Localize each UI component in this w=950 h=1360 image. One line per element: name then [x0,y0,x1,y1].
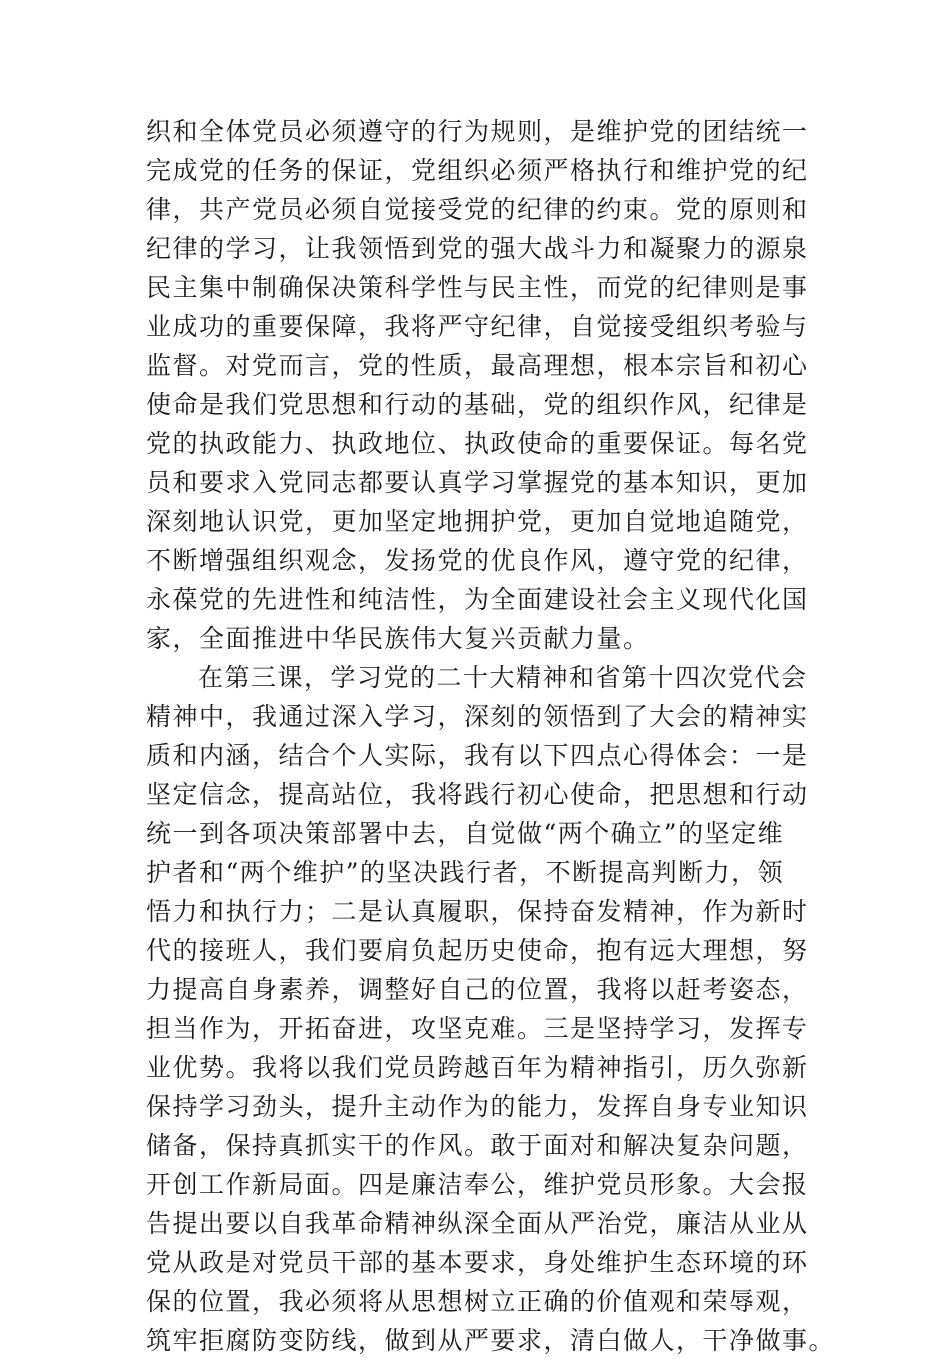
text-line: 织和全体党员必须遵守的行为规则，是维护党的团结统一 [146,117,809,146]
text-line: 开创工作新局面。四是廉洁奉公，维护党员形象。大会报 [146,1170,809,1199]
text-line: 统一到各项决策部署中去，自觉做“两个确立”的坚定维 [146,819,785,848]
text-line: 使命是我们党思想和行动的基础，党的组织作风，纪律是 [146,390,809,419]
text-line: 保的位置，我必须将从思想树立正确的价值观和荣辱观， [146,1287,809,1316]
text-line: 不断增强组织观念，发扬党的优良作风，遵守党的纪律， [146,546,809,575]
text-line: 党从政是对党员干部的基本要求，身处维护生态环境的环 [146,1248,809,1277]
text-line: 储备，保持真抓实干的作风。敢于面对和解决复杂问题， [146,1131,809,1160]
text-line: 纪律的学习，让我领悟到党的强大战斗力和凝聚力的源泉 [146,234,809,263]
text-line: 代的接班人，我们要肩负起历史使命，抱有远大理想，努 [146,936,809,965]
text-line: 永葆党的先进性和纯洁性，为全面建设社会主义现代化国 [146,585,809,614]
text-line: 党的执政能力、执政地位、执政使命的重要保证。每名党 [146,429,809,458]
text-line: 完成党的任务的保证，党组织必须严格执行和维护党的纪 [146,156,809,185]
text-line: 精神中，我通过深入学习，深刻的领悟到了大会的精神实 [146,702,809,731]
text-line: 保持学习劲头，提升主动作为的能力，发挥自身专业知识 [146,1092,809,1121]
text-line: 护者和“两个维护”的坚决践行者，不断提高判断力，领 [146,858,785,887]
text-line: 筑牢拒腐防变防线，做到从严要求，清白做人，干净做事。 [146,1326,836,1355]
body-text [146,112,836,1360]
text-line: 质和内涵，结合个人实际，我有以下四点心得体会：一是 [146,741,809,770]
text-line: 担当作为，开拓奋进，攻坚克难。三是坚持学习，发挥专 [146,1014,809,1043]
paragraph-first-line: 在第三课，学习党的二十大精神和省第十四次党代会 [198,663,808,692]
text-line: 员和要求入党同志都要认真学习掌握党的基本知识，更加 [146,468,809,497]
text-line: 告提出要以自我革命精神纵深全面从严治党，廉洁从业从 [146,1209,809,1238]
text-line: 悟力和执行力；二是认真履职，保持奋发精神，作为新时 [146,897,809,926]
text-line: 民主集中制确保决策科学性与民主性，而党的纪律则是事 [146,273,809,302]
text-line: 监督。对党而言，党的性质，最高理想，根本宗旨和初心 [146,351,809,380]
text-line: 力提高自身素养，调整好自己的位置，我将以赶考姿态， [146,975,809,1004]
text-line: 深刻地认识党，更加坚定地拥护党，更加自觉地追随党， [146,507,809,536]
text-line: 律，共产党员必须自觉接受党的纪律的约束。党的原则和 [146,195,809,224]
text-line: 业成功的重要保障，我将严守纪律，自觉接受组织考验与 [146,312,809,341]
text-line: 业优势。我将以我们党员跨越百年为精神指引，历久弥新 [146,1053,809,1082]
text-line: 坚定信念，提高站位，我将践行初心使命，把思想和行动 [146,780,809,809]
text-line: 家，全面推进中华民族伟大复兴贡献力量。 [146,624,650,653]
